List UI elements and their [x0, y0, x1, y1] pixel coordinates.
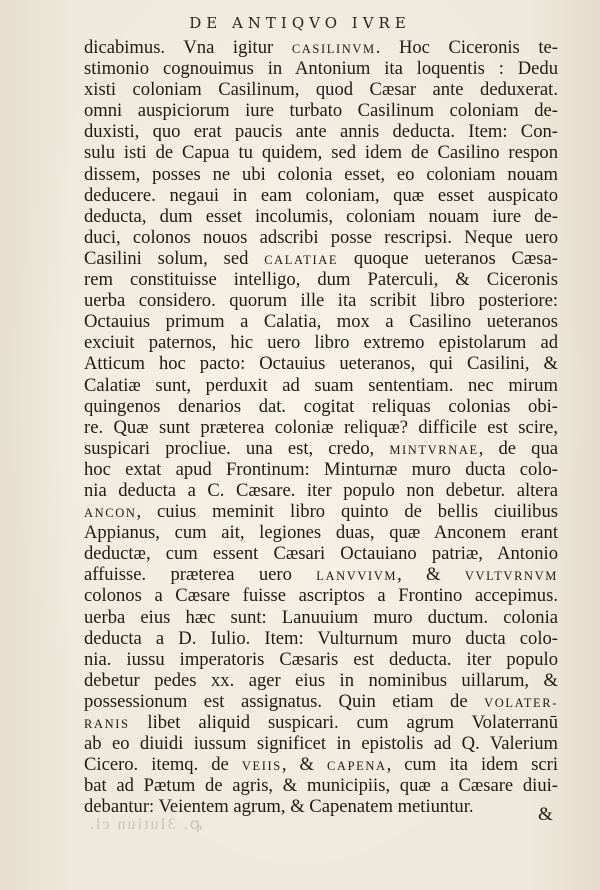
text-line [84, 585, 558, 606]
text-line [84, 375, 558, 396]
text-run: omni auspiciorum iure turbato Casilinum coloniam de- [84, 100, 558, 122]
text-line [84, 480, 558, 501]
text-line [84, 396, 558, 417]
text-run: Casilini solum, sed [84, 247, 265, 269]
small-caps-name: ANCON [84, 506, 137, 521]
small-caps-name: VVLTVRNVM [464, 569, 558, 584]
text-run: debantur: Veientem agrum, & Capenatem metiuntur. [84, 796, 474, 818]
small-caps-name: CAPENA [327, 759, 387, 774]
text-line [84, 353, 558, 374]
text-run: stimonio cognouimus in Antonium ita loquentis : Dedu [84, 58, 558, 80]
text-run: bat ad Pætum de agris, & municipiis, quæ a Cæsare diui- [84, 775, 558, 797]
small-caps-name: CASILINVM [291, 42, 376, 56]
text-run: nia. iussu imperatoris Cæsaris est deducta. iter populo [84, 648, 558, 670]
text-line [84, 290, 558, 311]
text-run: Atticum hoc pacto: Octauius ueteranos, qui Casilini, & [84, 353, 558, 375]
text-run: Appianus, cum ait, legiones duas, quæ Anconem erant [84, 522, 558, 544]
text-run: hoc extat apud Frontinum: Minturnæ muro ducta colo- [84, 458, 558, 480]
text-line [84, 733, 558, 754]
text-run: duxisti, quo erat paucis ante annis deducta. Item: Con- [84, 121, 558, 143]
body-text [84, 37, 558, 817]
text-line [84, 248, 558, 269]
small-caps-name: RANIS [84, 717, 130, 731]
text-line [84, 417, 558, 438]
text-run: possessionum est assignatus. Quin etiam de [84, 690, 485, 712]
text-line [84, 269, 558, 290]
text-run: quoque ueteranos Cæsa- [338, 247, 558, 269]
text-run: colonos a Cæsare fuisse ascriptos a Frontino accepimus. [84, 585, 558, 607]
small-caps-name: LANVVIVM [316, 569, 398, 584]
text-run: deductæ, cum essent Cæsari Octauiano patriæ, Antonio [84, 543, 558, 565]
text-line [84, 543, 558, 564]
text-run: , cum ita idem scri [386, 754, 558, 776]
text-run: duci, colonos nouos adscribi posse rescripsi. Neque uero [84, 226, 558, 248]
text-line [84, 332, 558, 353]
text-run: deducta, dum esset incolumis, coloniam nouam iure de- [84, 205, 558, 227]
text-line [84, 775, 558, 796]
text-run: , & [281, 754, 327, 776]
text-run: quingenos denarios dat. cogitat reliquas colonias obi- [84, 395, 558, 417]
text-line [84, 311, 558, 332]
text-run: deducere. negaui in eam coloniam, quæ esset auspicato [84, 184, 558, 206]
catchword: & [538, 804, 553, 825]
text-line [84, 58, 558, 79]
text-run: xisti coloniam Casilinum, quod Cæsar ante deduxerat. [84, 79, 558, 101]
text-line [84, 628, 558, 649]
text-run: , de qua [478, 437, 558, 459]
text-line [84, 754, 558, 775]
text-run: Octauius primum a Calatia, mox a Casilino ueteranos [84, 311, 558, 333]
text-line [84, 649, 558, 670]
text-line [84, 227, 558, 248]
text-run: Cicero. itemq. de [84, 754, 242, 776]
text-run: uerba eius hæc sunt: Lanuuium muro ductum. colonia [84, 606, 558, 628]
small-caps-name: MINTVRNAE [389, 442, 479, 457]
text-run: affuisse. præterea uero [84, 564, 317, 586]
bleed-through-text: ꝓ. 3Iutiun cl. [88, 816, 203, 833]
text-run: exciuit paternos, hic uero libro extremo epistolarum ad [84, 332, 558, 354]
text-run: uerba considero. quorum ille ita scribit libro posteriore: [84, 290, 558, 312]
text-line [84, 712, 558, 733]
text-run: ab eo diuidi iussum significet in epistolis ad Q. Valerium [84, 733, 558, 755]
text-line [84, 670, 558, 691]
running-head: DE ANTIQVO IVRE [189, 14, 411, 32]
text-line [84, 206, 558, 227]
text-run: nia deducta a C. Cæsare. iter populo non debetur. altera [84, 479, 558, 501]
text-line [84, 79, 558, 100]
text-run: debetur pedes xx. ager eius in nominibus uillarum, & [84, 669, 558, 691]
small-caps-name: VOLATER- [484, 695, 558, 710]
text-run: , cuius meminit libro quinto de bellis ciuilibus [136, 501, 558, 523]
text-line [84, 501, 558, 522]
text-line [84, 459, 558, 480]
text-line [84, 691, 558, 712]
text-run: libet aliquid suspicari. cum agrum Volaterranū [129, 712, 558, 733]
text-line [84, 164, 558, 185]
text-line [84, 564, 558, 585]
text-line [84, 37, 558, 58]
text-run: rem constituisse intelligo, dum Paterculi, & Ciceronis [84, 269, 558, 291]
text-run: , & [397, 564, 465, 586]
text-line [84, 522, 558, 543]
text-run: Calatiæ sunt, perduxit ad suam sententiam. nec mirum [84, 374, 558, 396]
text-line [84, 607, 558, 628]
text-run: deducta a D. Iulio. Item: Vulturnum muro ducta colo- [84, 627, 558, 649]
text-line [84, 142, 558, 163]
text-line [84, 438, 558, 459]
text-line [84, 185, 558, 206]
text-run: dissem, posses ne ubi colonia esset, eo coloniam nouam [84, 163, 558, 185]
text-line [84, 100, 558, 121]
text-run: re. Quæ sunt præterea coloniæ reliquæ? difficile est scire, [84, 416, 558, 438]
text-run: sulu isti de Capua tu quidem, sed idem de Casilino respon [84, 142, 558, 164]
text-run: . Hoc Ciceronis te- [375, 37, 558, 58]
small-caps-name: CALATIAE [264, 252, 339, 267]
text-run: suspicari procliue. una est, credo, [84, 437, 390, 459]
text-line [84, 121, 558, 142]
text-run: dicabimus. Vna igitur [84, 37, 292, 58]
small-caps-name: VEIIS [241, 759, 282, 774]
